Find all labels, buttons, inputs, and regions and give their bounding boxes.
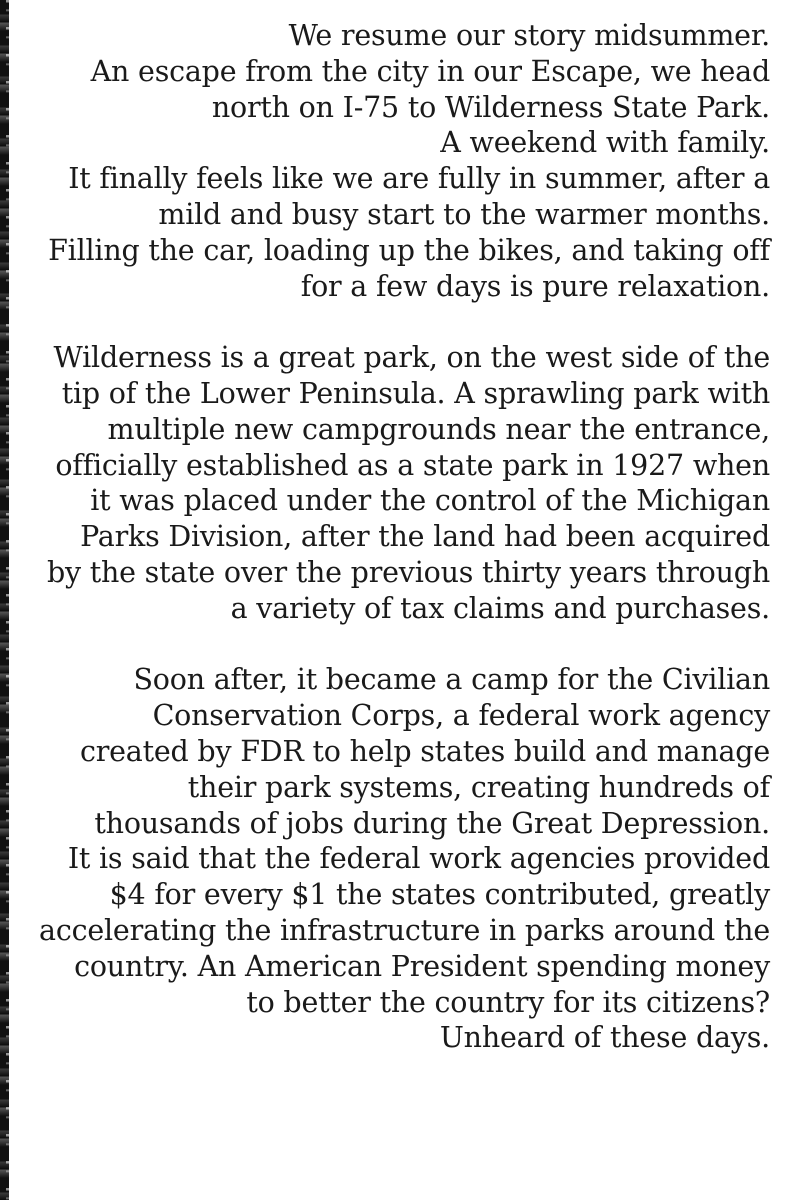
document-body — [20, 18, 770, 1056]
text-line: Filling the car, loading up the bikes, and taking off — [48, 233, 770, 267]
text-line: by the state over the previous thirty years through — [46, 555, 770, 589]
text-line: country. An American President spending money — [74, 949, 770, 983]
text-line: created by FDR to help states build and manage — [79, 734, 770, 768]
text-line: their park systems, creating hundreds of — [187, 770, 770, 804]
text-line: It is said that the federal work agencies provided — [67, 842, 770, 876]
text-line: tip of the Lower Peninsula. A sprawling park with — [61, 376, 770, 410]
text-line: to better the country for its citizens? — [246, 985, 770, 1019]
text-line: accelerating the infrastructure in parks around the — [39, 913, 770, 947]
paragraph-1 — [20, 18, 770, 304]
text-line: Soon after, it became a camp for the Civilian — [133, 663, 770, 697]
text-line: We resume our story midsummer. — [288, 19, 770, 52]
text-line: a variety of tax claims and purchases. — [230, 591, 770, 625]
text-line: it was placed under the control of the Michigan — [90, 484, 770, 518]
text-line: Parks Division, after the land had been acquired — [80, 520, 770, 554]
paragraph-3 — [20, 662, 770, 1056]
paragraph-2 — [20, 340, 770, 626]
text-line: officially established as a state park in 1927 when — [55, 448, 770, 482]
text-line: Conservation Corps, a federal work agency — [152, 699, 770, 733]
text-line: for a few days is pure relaxation. — [300, 269, 770, 303]
text-line: It finally feels like we are fully in summer, after a — [68, 162, 770, 196]
text-line: Unheard of these days. — [439, 1021, 770, 1055]
text-line: north on I-75 to Wilderness State Park. — [211, 90, 770, 124]
text-line: A weekend with family. — [440, 126, 770, 160]
text-line: $4 for every $1 the states contributed, greatly — [109, 878, 770, 912]
text-line: Wilderness is a great park, on the west side of the — [53, 341, 770, 375]
text-line: mild and busy start to the warmer months. — [158, 197, 770, 231]
text-line: thousands of jobs during the Great Depression. — [94, 806, 770, 840]
text-line: multiple new campgrounds near the entrance, — [107, 412, 770, 446]
text-line: An escape from the city in our Escape, we head — [90, 54, 770, 88]
torn-edge-strip — [0, 0, 9, 1200]
